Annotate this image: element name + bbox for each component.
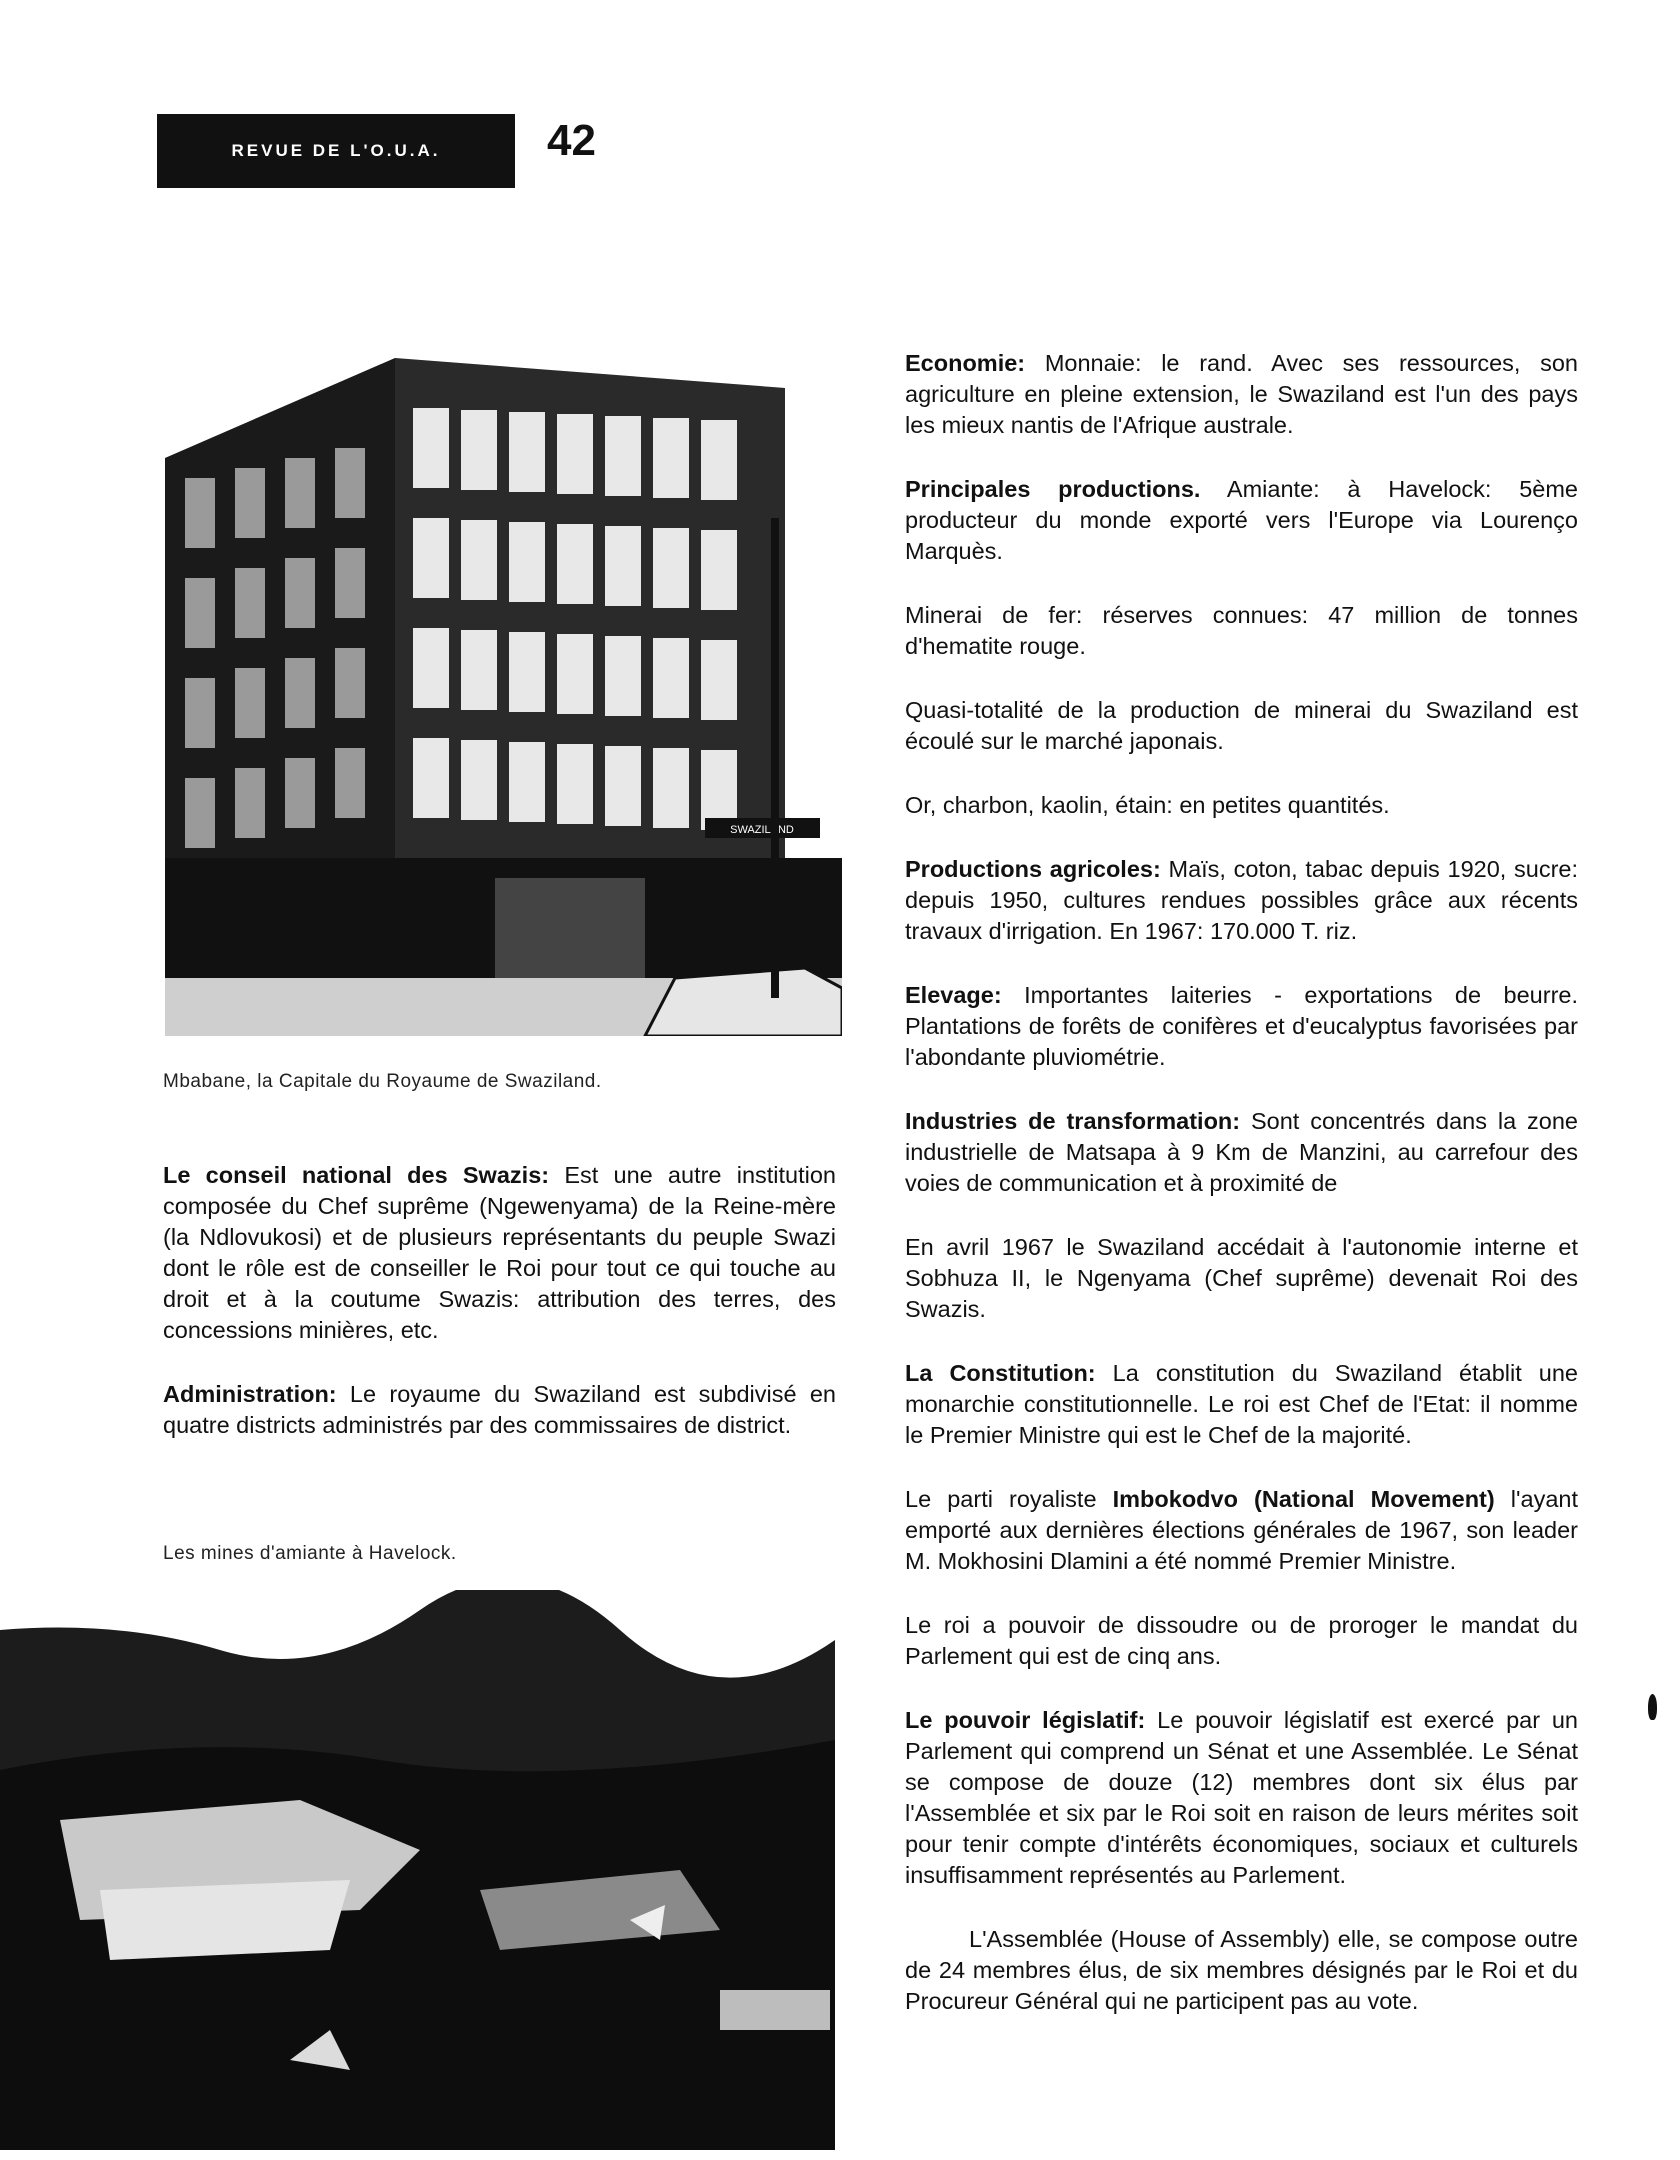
paragraph-administration (163, 1379, 836, 1441)
paragraph-or: Or, charbon, kaolin, étain: en petites quantités. (905, 792, 1390, 818)
text-industries: Sont concentrés dans la zone industrielle de Matsapa à 9 Km de Manzini, au carrefour des voies de communication et à proximité de (905, 1108, 1578, 1196)
paragraph-roi: Le roi a pouvoir de dissoudre ou de proroger le mandat du Parlement qui est de cinq ans. (905, 1612, 1578, 1669)
text-administration: Le royaume du Swaziland est subdivisé en quatre districts administrés par des commissaires de district. (163, 1381, 836, 1438)
paragraph-assemblee: L'Assemblée (House of Assembly) elle, se compose outre de 24 membres élus, de six membres désignés par le Roi et du Procureur Général qui ne participent pas au vote. (905, 1926, 1578, 2014)
mines-caption: Les mines d'amiante à Havelock. (163, 1543, 457, 1564)
paragraph-productions (905, 474, 1578, 567)
paragraph-quasi: Quasi-totalité de la production de minerai du Swaziland est écoulé sur le marché japonais. (905, 697, 1578, 754)
paragraph-industries (905, 1106, 1578, 1199)
heading-conseil: Le conseil national des Swazis: (163, 1162, 550, 1188)
paragraph-parti (905, 1484, 1578, 1577)
building-caption: Mbabane, la Capitale du Royaume de Swaziland. (163, 1071, 602, 1092)
building-photo (165, 358, 842, 1036)
paragraph-legislatif (905, 1705, 1578, 1891)
page-number: 42 (547, 116, 596, 165)
paragraph-minerai: Minerai de fer: réserves connues: 47 million de tonnes d'hematite rouge. (905, 602, 1578, 659)
text-parti: l'ayant emporté aux dernières élections générales de 1967, son leader M. Mokhosini Dlamini a été nommé Premier Ministre. (905, 1486, 1579, 1574)
paragraph-elevage (905, 980, 1578, 1073)
text-constitution: La constitution du Swaziland établit une monarchie constitutionnelle. Le roi est Chef de l'Etat: il nomme le Premier Ministre qui est le Chef de la majorité. (905, 1360, 1578, 1448)
text-conseil: Est une autre institution composée du Chef suprême (Ngewenyama) de la Reine-mère (la Ndlovukosi) et de plusieurs représentants du peuple Swazi dont le rôle est de conseiller le Roi pour tout ce qui touche au droit et à la coutume Swazis: attribution des terres, des concessions minières, etc. (163, 1162, 837, 1343)
text-legislatif: Le pouvoir législatif est exercé par un Parlement qui comprend un Sénat et une Assemblée. Le Sénat se compose de douze (12) membres dont six élus par l'Assemblée et six par le Roi soit en raison de leurs mérites soit pour tenir compte d'intérêts économiques, sociaux et culturels insuffisamment représentés au Parlement. (905, 1707, 1578, 1888)
heading-agricoles: Productions agricoles: (905, 856, 1161, 882)
text-economie: Monnaie: le rand. Avec ses ressources, son agriculture en pleine extension, le Swaziland est l'un des pays les mieux nantis de l'Afrique australe. (905, 350, 1578, 438)
heading-constitution: La Constitution: (905, 1360, 1096, 1386)
building-illustration (165, 358, 842, 1036)
paragraph-constitution (905, 1358, 1578, 1451)
shop-sign-text: SWAZILAND (730, 824, 794, 836)
mines-illustration (0, 1590, 835, 2150)
paragraph-economie (905, 348, 1578, 441)
right-column (905, 348, 1578, 2050)
heading-administration: Administration: (163, 1381, 337, 1407)
paragraph-conseil (163, 1160, 836, 1346)
paragraph-avril: En avril 1967 le Swaziland accédait à l'autonomie interne et Sobhuza II, le Ngenyama (Chef suprême) devenait Roi des Swazis. (905, 1234, 1578, 1322)
left-column (163, 1160, 836, 1474)
text-elevage: Importantes laiteries - exportations de beurre. Plantations de forêts de conifères et d'eucalyptus favorisées par l'abondante pluviométrie. (905, 982, 1578, 1070)
mines-photo (0, 1590, 835, 2150)
heading-economie: Economie: (905, 350, 1026, 376)
margin-mark (1648, 1694, 1657, 1720)
text-parti-pre: Le parti royaliste (905, 1486, 1113, 1512)
text-agricoles: Maïs, coton, tabac depuis 1920, sucre: depuis 1950, cultures rendues possibles grâce aux récents travaux d'irrigation. En 1967: 170.000 T. riz. (905, 856, 1578, 944)
paragraph-agricoles (905, 854, 1578, 947)
heading-productions: Principales productions. (905, 476, 1201, 502)
heading-imbokodvo: Imbokodvo (National Movement) (1112, 1486, 1495, 1512)
heading-industries: Industries de transformation: (905, 1108, 1241, 1134)
journal-masthead (157, 114, 515, 188)
journal-title: REVUE DE L'O.U.A. (231, 141, 441, 160)
text-productions: Amiante: à Havelock: 5ème producteur du monde exporté vers l'Europe via Lourenço Marquès. (905, 476, 1578, 564)
heading-legislatif: Le pouvoir législatif: (905, 1707, 1146, 1733)
heading-elevage: Elevage: (905, 982, 1002, 1008)
